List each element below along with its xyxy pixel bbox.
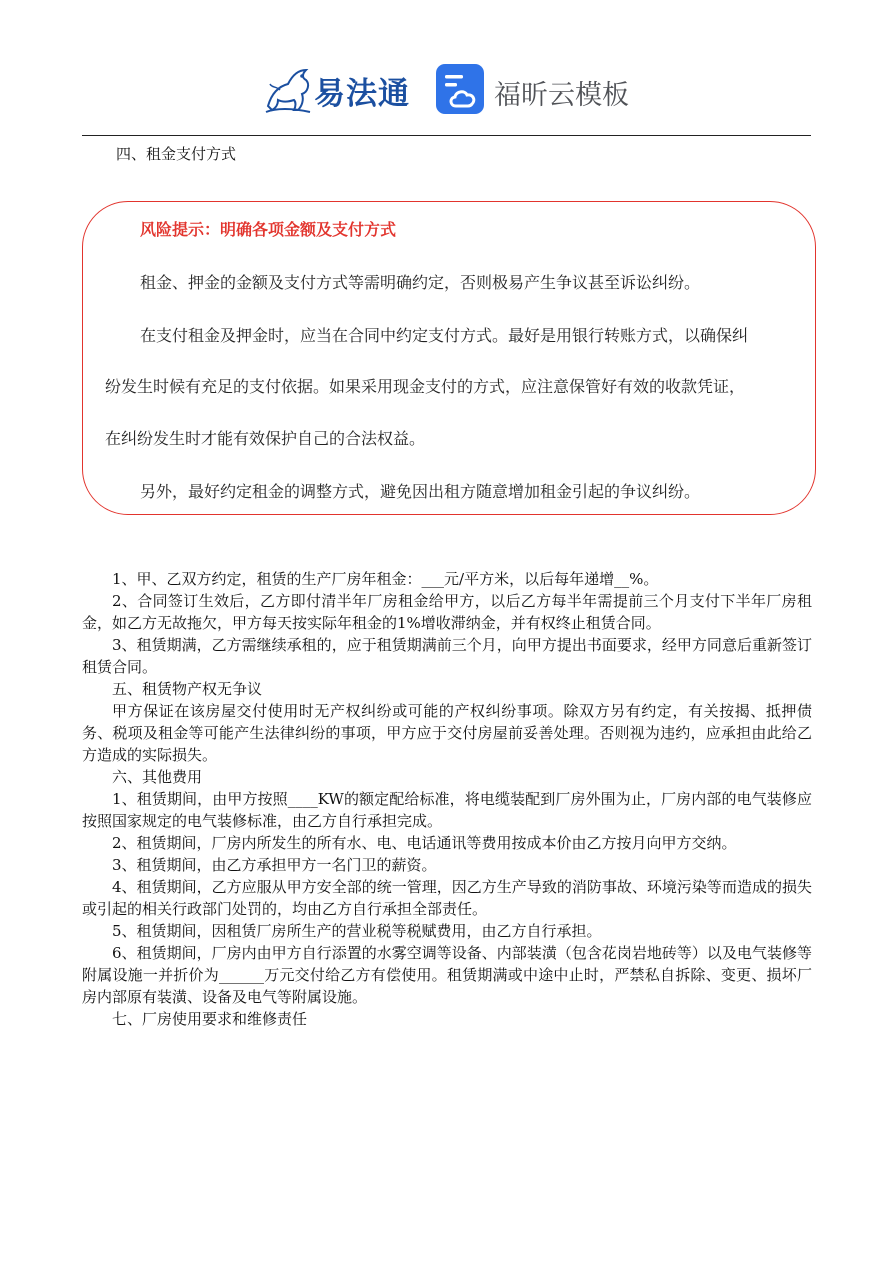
clause-paragraph: 3、租赁期间，由乙方承担甲方一名门卫的薪资。 [112, 856, 437, 874]
qilin-emblem-icon [262, 62, 318, 118]
clause-paragraph: 4、租赁期间，乙方应服从甲方安全部的统一管理，因乙方生产导致的消防事故、环境污染等而造成的损失或引起的相关行政部门处罚的，均由乙方自行承担全部责任。 [82, 878, 812, 918]
risk-tip-line: 租金、押金的金额及支付方式等需明确约定，否则极易产生争议甚至诉讼纠纷。 [140, 273, 701, 292]
clause-paragraph: 2、合同签订生效后，乙方即付清半年厂房租金给甲方，以后乙方每半年需提前三个月支付下半年厂房租金，如乙方无故拖欠，甲方每天按实际年租金的1%增收滞纳金，并有权终止租赁合同。 [82, 592, 812, 632]
risk-tip-title: 风险提示：明确各项金额及支付方式 [140, 220, 397, 239]
foxit-cloud-template-logo [436, 64, 636, 118]
clause-paragraph: 3、租赁期满，乙方需继续承租的，应于租赁期满前三个月，向甲方提出书面要求，经甲方同意后重新签订租赁合同。 [82, 636, 812, 676]
section-heading: 七、厂房使用要求和维修责任 [112, 1010, 308, 1028]
risk-tip-line: 在纠纷发生时才能有效保护自己的合法权益。 [105, 429, 426, 448]
cloud-document-icon [436, 64, 486, 116]
header-divider [82, 135, 811, 136]
section-heading: 五、租赁物产权无争议 [112, 680, 263, 698]
risk-tip-box [82, 201, 816, 515]
risk-tip-line: 纷发生时候有充足的支付依据。如果采用现金支付的方式，应注意保管好有效的收款凭证， [105, 377, 746, 396]
contract-body [82, 568, 812, 1030]
risk-tip-line: 在支付租金及押金时，应当在合同中约定支付方式。最好是用银行转账方式，以确保纠 [140, 326, 749, 345]
clause-paragraph: 5、租赁期间，因租赁厂房所生产的营业税等税赋费用，由乙方自行承担。 [112, 922, 602, 940]
section-heading: 六、其他费用 [112, 768, 203, 786]
page-header [0, 0, 893, 136]
risk-tip-line: 另外，最好约定租金的调整方式，避免因出租方随意增加租金引起的争议纠纷。 [140, 482, 701, 501]
yifatong-logo [262, 62, 412, 118]
yifatong-logo-text: 易法通 [314, 76, 410, 112]
clause-paragraph: 2、租赁期间，厂房内所发生的所有水、电、电话通讯等费用按成本价由乙方按月向甲方交纳。 [112, 834, 737, 852]
clause-paragraph: 甲方保证在该房屋交付使用时无产权纠纷或可能的产权纠纷事项。除双方另有约定，有关按揭、抵押债务、税项及租金等可能产生法律纠纷的事项，甲方应于交付房屋前妥善处理。否则视为违约，应承担由此给乙方造成的实际损失。 [82, 702, 812, 764]
foxit-cloud-template-text: 福昕云模板 [494, 80, 629, 111]
section-heading-rent-payment: 四、租金支付方式 [116, 145, 237, 163]
clause-paragraph: 6、租赁期间，厂房内由甲方自行添置的水雾空调等设备、内部装潢（包含花岗岩地砖等）以及电气装修等附属设施一并折价为______万元交付给乙方有偿使用。租赁期满或中途中止时，严禁私自拆除、变更、损坏厂房内部原有装潢、设备及电气等附属设施。 [82, 944, 812, 1006]
clause-paragraph: 1、租赁期间，由甲方按照____KW的额定配给标准，将电缆装配到厂房外围为止，厂房内部的电气装修应按照国家规定的电气装修标准，由乙方自行承担完成。 [82, 790, 812, 830]
clause-paragraph: 1、甲、乙双方约定，租赁的生产厂房年租金：___元/平方米，以后每年递增__%。 [112, 570, 659, 588]
